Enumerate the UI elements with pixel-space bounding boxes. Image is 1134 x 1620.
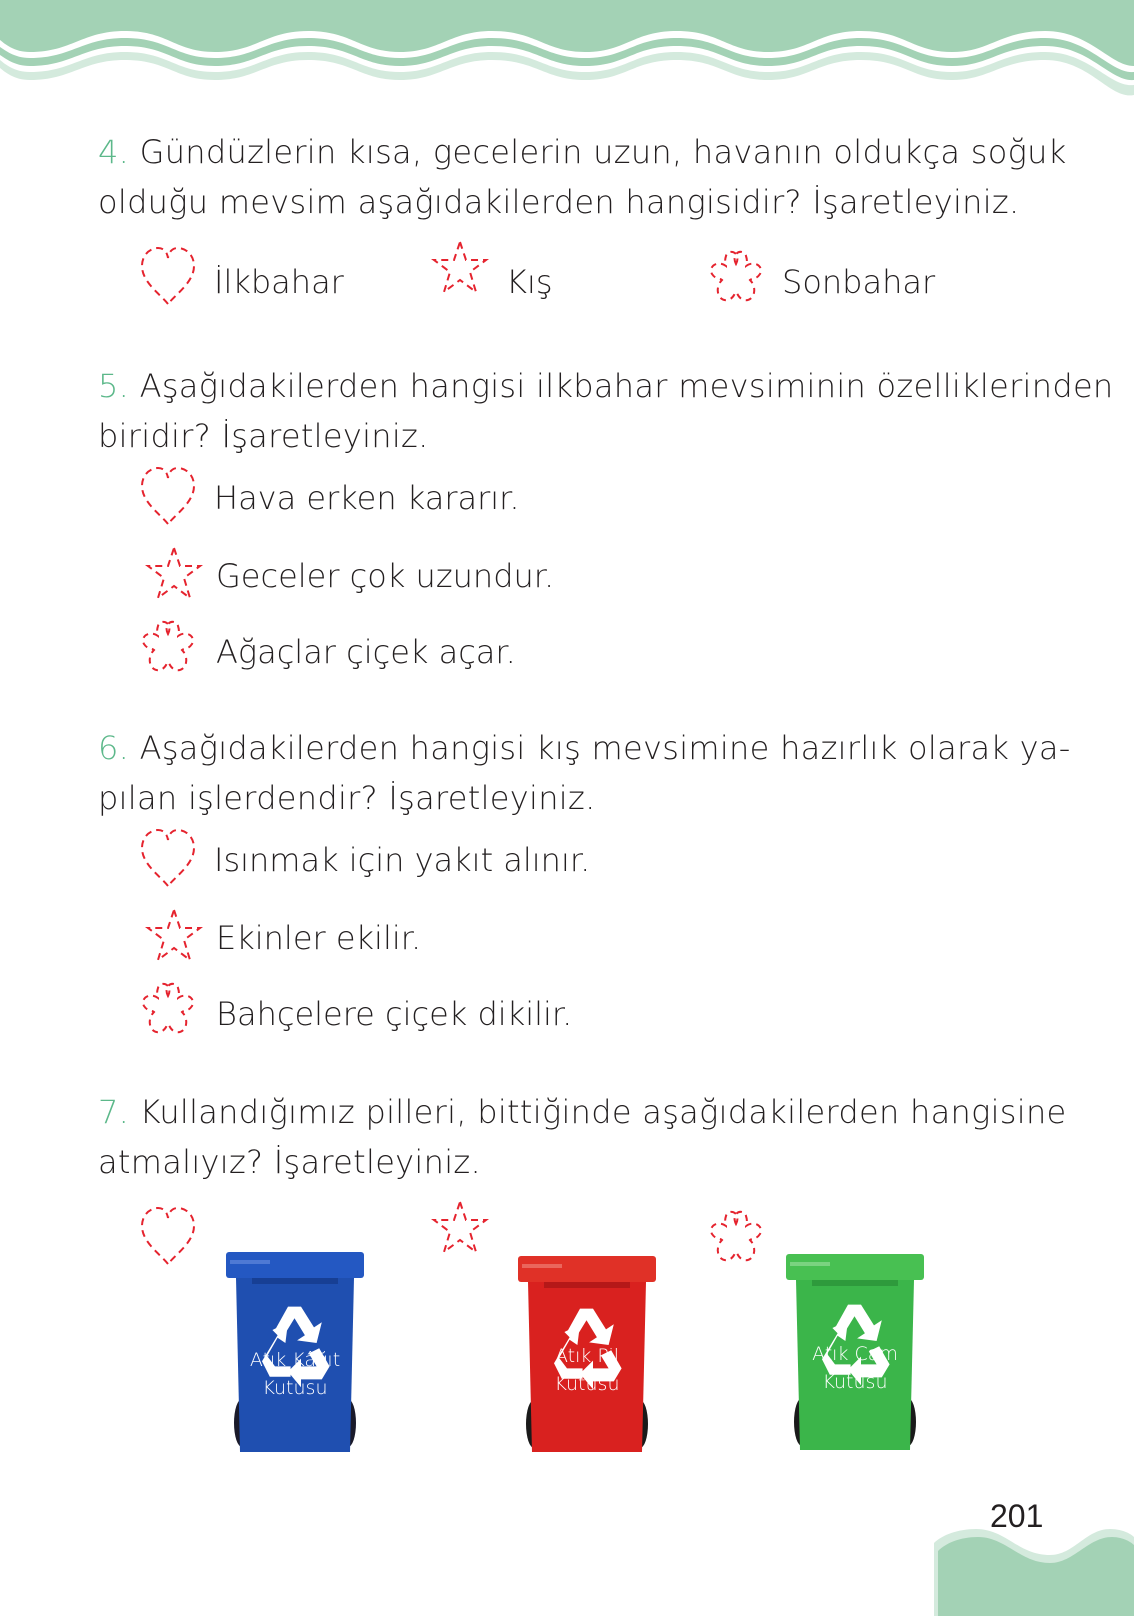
bin-label-line-2: Kutusu bbox=[822, 1371, 888, 1393]
heart-icon[interactable] bbox=[138, 246, 198, 306]
bin-label-line-2: Kutusu bbox=[262, 1377, 328, 1399]
option-text: Bahçelere çiçek dikilir. bbox=[216, 995, 573, 1033]
battery-waste-bin bbox=[514, 1252, 660, 1452]
paper-waste-bin bbox=[222, 1248, 368, 1452]
star-icon[interactable] bbox=[432, 240, 488, 296]
option-text: Sonbahar bbox=[782, 263, 936, 301]
footer-wave-band bbox=[914, 1501, 1134, 1616]
heart-icon[interactable] bbox=[138, 828, 198, 888]
star-icon[interactable] bbox=[432, 1200, 488, 1256]
bin-label-line-1: Atık Pil bbox=[554, 1345, 620, 1367]
question-7-line-1: 7. Kullandığımız pilleri, bittiğinde aşağıdakilerden hangisine bbox=[98, 1093, 1067, 1131]
question-number: 5. bbox=[98, 367, 130, 405]
question-4-line-1: 4. Gündüzlerin kısa, gecelerin uzun, havanın oldukça soğuk bbox=[98, 133, 1067, 171]
question-5-line-1: 5. Aşağıdakilerden hangisi ilkbahar mevsiminin özelliklerinden bbox=[98, 367, 1114, 405]
option-text: Ekinler ekilir. bbox=[216, 919, 422, 957]
option-text: Ağaçlar çiçek açar. bbox=[216, 633, 516, 671]
bin-label-line-1: Atık Cam bbox=[812, 1343, 898, 1365]
flower-icon[interactable] bbox=[706, 1208, 766, 1268]
question-number: 7. bbox=[98, 1093, 130, 1131]
option-text: Kış bbox=[506, 263, 553, 301]
question-4-line-2: olduğu mevsim aşağıdakilerden hangisidir? İşaretleyiniz. bbox=[98, 183, 1020, 221]
option-text: Geceler çok uzundur. bbox=[216, 557, 555, 595]
question-number: 4. bbox=[98, 133, 130, 171]
header-wave-band bbox=[0, 0, 1134, 110]
flower-icon[interactable] bbox=[138, 980, 198, 1040]
question-5-line-2: biridir? İşaretleyiniz. bbox=[98, 417, 429, 455]
flower-icon[interactable] bbox=[706, 248, 766, 308]
star-icon[interactable] bbox=[146, 908, 202, 964]
bin-label-line-1: Atık Kâğıt bbox=[249, 1349, 341, 1371]
heart-icon[interactable] bbox=[138, 1206, 198, 1266]
bin-label-line-2: Kutusu bbox=[554, 1373, 620, 1395]
option-text: Isınmak için yakıt alınır. bbox=[214, 841, 591, 879]
option-text: İlkbahar bbox=[214, 263, 344, 301]
option-text: Hava erken kararır. bbox=[214, 479, 520, 517]
page-number: 201 bbox=[990, 1498, 1044, 1534]
question-6-line-1: 6. Aşağıdakilerden hangisi kış mevsimine hazırlık olarak ya- bbox=[98, 729, 1071, 767]
question-6-line-2: pılan işlerdendir? İşaretleyiniz. bbox=[98, 779, 596, 817]
heart-icon[interactable] bbox=[138, 466, 198, 526]
flower-icon[interactable] bbox=[138, 618, 198, 678]
star-icon[interactable] bbox=[146, 546, 202, 602]
glass-waste-bin bbox=[782, 1250, 928, 1450]
question-7-line-2: atmalıyız? İşaretleyiniz. bbox=[98, 1143, 481, 1181]
question-number: 6. bbox=[98, 729, 130, 767]
